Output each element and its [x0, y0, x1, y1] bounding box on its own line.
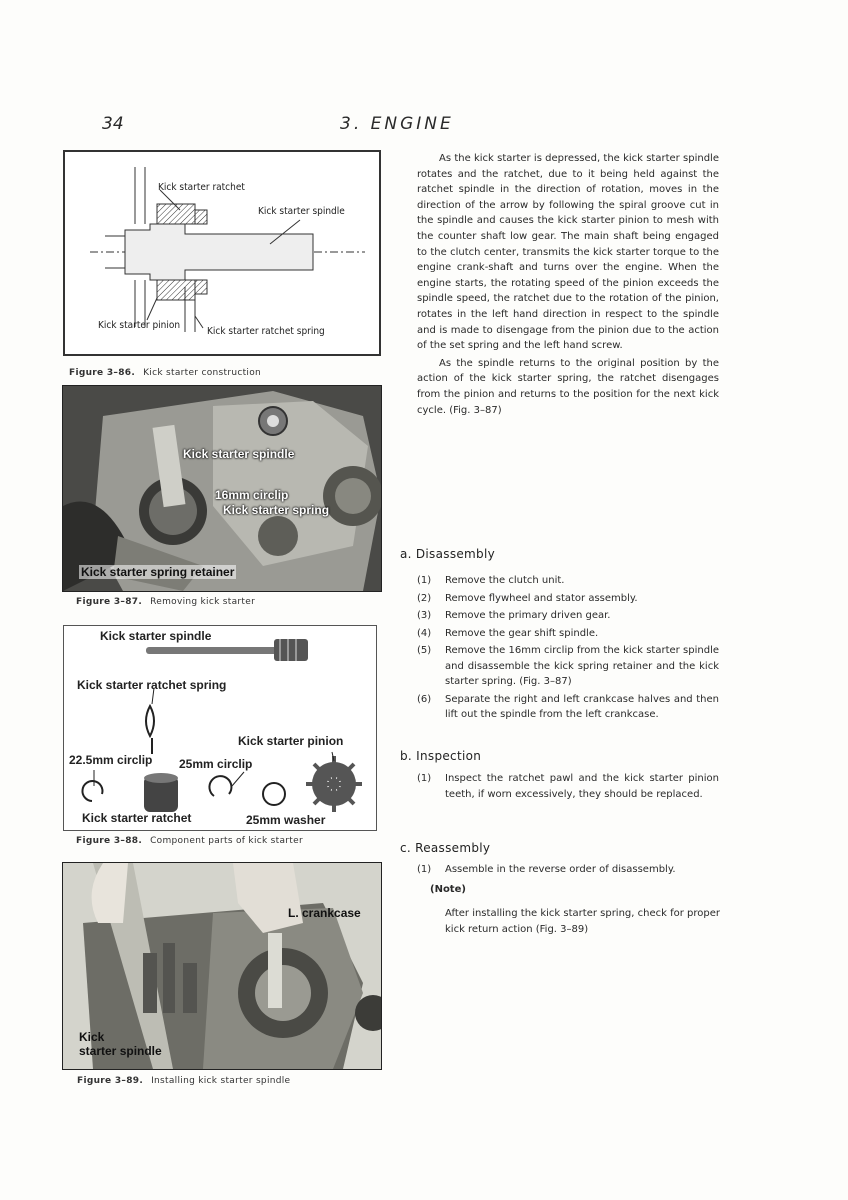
label-kick-starter-pinion: Kick starter pinion	[98, 320, 181, 331]
label-kick-starter-spindle: Kick starter spindle	[183, 447, 295, 461]
step-text: Remove the 16mm circlip from the kick starter spindle and disassemble the kick spring retainer and the kick starter spring. (Fig. 3–87)	[445, 645, 719, 687]
caption-text: Installing kick starter spindle	[151, 1076, 291, 1086]
label-kick-starter-spring-retainer: Kick starter spring retainer	[81, 565, 235, 579]
step-number: (1)	[417, 864, 432, 875]
figure-3-89-photo	[62, 862, 382, 1070]
step-text: Assemble in the reverse order of disassembly.	[445, 864, 676, 875]
figure-3-88	[63, 625, 377, 831]
list-item	[417, 862, 719, 878]
step-number: (2)	[417, 592, 432, 604]
label-kick: Kick	[79, 1030, 105, 1044]
step-number: (6)	[417, 693, 432, 705]
label-25mm-washer: 25mm washer	[246, 813, 326, 827]
crankcase-photo	[63, 863, 381, 1069]
note-label: (Note)	[430, 884, 466, 895]
figure-3-89-caption	[77, 1076, 290, 1086]
list-item	[417, 573, 719, 589]
caption-number: Figure 3–87.	[76, 597, 143, 607]
list-item	[417, 626, 719, 642]
paragraph-1: As the kick starter is depressed, the kick starter spindle rotates and the ratchet, due to it being held against the ratchet spindle in the direction of rotation, moves in the direction of the arrow by following the spiral groove cut in the spindle and causes the kick starter pinion to mesh with the counter shaft low gear. The main shaft being engaged to the clutch center, transmits the kick starter torque to the engine crank-shaft and turns over the engine. When the engine starts, the rotating speed of the pinion exceeds the spindle speed, the ratchet due to the rotation of the pinion, rotates in the left hand direction in respect to the spindle and is made to disengage from the pinion due to the action of the set spring and the left hand screw.	[417, 153, 719, 352]
list-item	[417, 608, 719, 624]
label-kick-starter-spring: Kick starter spring	[223, 503, 330, 517]
page-number: 34	[102, 114, 124, 134]
note-text: After installing the kick starter spring, check for proper kick return action (Fig. 3–89)	[445, 908, 720, 935]
section-inspection-title: b. Inspection	[400, 749, 482, 763]
body-text	[417, 151, 719, 418]
figure-3-87-caption	[76, 597, 255, 607]
step-number: (1)	[417, 773, 432, 784]
caption-text: Component parts of kick starter	[150, 836, 303, 846]
label-kick-starter-ratchet: Kick starter ratchet	[158, 182, 245, 193]
paragraph-2: As the spindle returns to the original position by the action of the kick starter spring, the ratchet disengages from the pinion and returns to the position for the next kick cycle. (Fig. 3–87)	[417, 357, 719, 416]
label-kick-starter-spindle: Kick starter spindle	[100, 629, 212, 643]
label-kick-starter-pinion: Kick starter pinion	[238, 734, 344, 748]
label-kick-starter-ratchet-spring: Kick starter ratchet spring	[207, 326, 325, 337]
caption-number: Figure 3–89.	[77, 1076, 144, 1086]
step-text: Remove flywheel and stator assembly.	[445, 592, 638, 604]
component-parts-drawing	[64, 626, 376, 830]
label-22-5mm-circlip: 22.5mm circlip	[69, 753, 153, 767]
list-item	[417, 643, 719, 690]
label-25mm-circlip: 25mm circlip	[179, 757, 253, 771]
figure-3-87-photo	[62, 385, 382, 592]
step-text: Inspect the ratchet pawl and the kick starter pinion teeth, if worn excessively, they should be replaced.	[445, 773, 719, 800]
step-text: Remove the clutch unit.	[445, 575, 565, 586]
step-number: (4)	[417, 627, 432, 639]
list-item	[417, 771, 719, 802]
label-starter-spindle: starter spindle	[79, 1044, 162, 1058]
step-text: Remove the gear shift spindle.	[445, 627, 599, 639]
figure-3-88-caption	[76, 836, 303, 846]
figure-3-86-caption	[69, 368, 261, 378]
inspection-steps	[417, 771, 719, 802]
step-text: Remove the primary driven gear.	[445, 610, 611, 621]
step-number: (5)	[417, 645, 432, 656]
chapter-title: 3. ENGINE	[340, 114, 454, 134]
reassembly-steps	[417, 862, 719, 878]
step-number: (1)	[417, 575, 432, 586]
caption-number: Figure 3–86.	[69, 368, 136, 378]
label-16mm-circlip: 16mm circlip	[215, 488, 289, 502]
step-text: Separate the right and left crankcase halves and then lift out the spindle from the left crankcase.	[445, 693, 719, 720]
label-kick-starter-spindle: Kick starter spindle	[258, 206, 345, 217]
label-l-crankcase: L. crankcase	[288, 906, 361, 920]
section-reassembly-title: c. Reassembly	[400, 841, 491, 855]
caption-text: Removing kick starter	[150, 597, 256, 607]
step-number: (3)	[417, 610, 432, 621]
section-disassembly-title: a. Disassembly	[400, 547, 495, 561]
disassembly-steps	[417, 573, 719, 723]
caption-text: Kick starter construction	[143, 368, 262, 378]
list-item	[417, 692, 719, 723]
figure-3-86	[63, 150, 381, 356]
label-kick-starter-ratchet: Kick starter ratchet	[82, 811, 192, 825]
caption-number: Figure 3–88.	[76, 836, 143, 846]
label-kick-starter-ratchet-spring: Kick starter ratchet spring	[77, 678, 227, 692]
list-item	[417, 591, 719, 607]
